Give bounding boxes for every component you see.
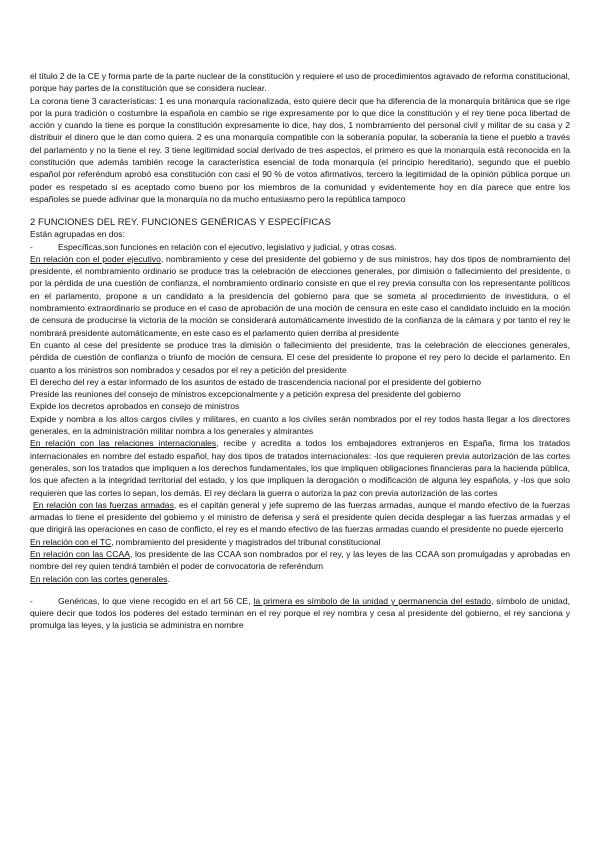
internacionales-label: En relación con las relaciones internacionales	[30, 438, 217, 449]
bullet-especificas	[30, 241, 570, 253]
tc-label: En relación con el TC	[30, 536, 112, 547]
intro-line: Están agrupadas en dos:	[30, 229, 125, 240]
genericas-rest: , símbolo de unidad, quiere decir que todos los poderes del estado terminan en el rey porque el rey nombra y cesa al presidente del gobierno, el rey sanciona y promulga las leyes, y la justicia se administra en nombre	[30, 595, 570, 631]
ejecutivo-label: En relación con el poder ejecutivo	[30, 253, 161, 264]
paragraph-cese: En cuanto al cese del presidente se produce tras la dimisión o fallecimiento del presidente, tras la celebración de elecciones generales, pérdida de cuestión de confianza o triunfo de moción de censura. El cese del presidente lo propone el rey pero lo decide el parlamento. En cuanto a los ministros son nombrados y cesados por el rey a petición del presidente	[30, 339, 570, 375]
internacionales-text: , recibe y acredita a todos los embajadores extranjeros en España, firma los tratados internacionales en nombre del estado español, hay dos tipos de tratados internacionales: -los que requieren previa autorización de las cortes generales, son los tratados que impliquen a los derechos fundamentales, los que impliquen obligaciones financieras para la hacienda pública, los que afecten a la integridad territorial del estado, y los que impliquen la derogación o modificación de alguna ley española, y -los que solo requieren que las cortes lo sepan, los demás. El rey declara la guerra o autoriza la paz con previa autorización de las cortes	[30, 438, 570, 498]
paragraph-fuerzas-armadas	[30, 499, 570, 536]
cortes-text: .	[167, 573, 170, 584]
armadas-text: , es el capitán general y jefe supremo de las fuerzas armadas, aunque el mando efectivo de la fuerzas armadas lo tiene el presidente del gobierno y el ministro de defensa y será el presidente quien decida desplegar a las fuerzas armadas y el que dirigirá las operaciones en caso de conflicto, el rey es el mando efectivo de las fuerzas armadas cuando el presidente no puede ejercerlo	[30, 499, 570, 535]
line-expide: Expide los decretos aprobados en consejo de ministros	[30, 401, 240, 412]
paragraph-expide-nombra: Expide y nombra a los altos cargos civiles y militares, en cuanto a los civiles serán nombrados por el rey todos hasta llegar a los directores generales, en la administración militar nombra a los generales y almirantes	[30, 413, 570, 437]
ccaa-text: , los presidente de las CCAA son nombrados por el rey, y las leyes de las CCAA son promulgadas y aprobadas en nombre del rey quien tendrá también el poder de convocatoria de referéndum	[30, 548, 571, 572]
line-derecho: El derecho del rey a estar informado de los asuntos de estado de trascendencia nacional por el presidente del gobierno	[30, 376, 482, 387]
genericas-text: Genéricas, lo que viene recogido en el art 56 CE,	[58, 595, 254, 606]
spacer	[30, 205, 570, 215]
cortes-label: En relación con las cortes generales	[30, 573, 168, 584]
paragraph-caracteristicas-corona: La corona tiene 3 características: 1 es una monarquía racionalizada, esto quiere decir que ha diferencia de la monarquía británica que se rige por la pura tradición o costumbre la española en cambio se rige expresamente por lo que dice la constitución y el rey tiene poca libertad de acción y cuando la tiene es porque la constitución expresamente lo dice, hay dos, 1 nombramiento del personal civil y militar de su casa y 2 distribuir el dinero que le dan como quiera. 2 es una monarquía compatible con la soberanía popular, la soberanía la tiene el pueblo a través del parlamento y no la tiene el rey. 3 tiene legitimidad social derivado de tres aspectos, el primero es que la monarquía está reconocida en la constitución que además también recoge la característica esencial de toda monarquía (el principio hereditario), segundo que el pueblo español por referéndum aprobó esa constitución con casi el 90 % de votos afirmativos, tercero la legitimidad de la opinión pública porque un poder es respetado si es aceptado como bueno por los miembros de la comunidad y evidentemente hoy en día parece que entre los españoles se puede adivinar que la monarquía no da mucho entusiasmo pero la república tampoco	[30, 95, 570, 204]
paragraph-titulo-2: el título 2 de la CE y forma parte de la parte nuclear de la constitución y requiere el uso de procedimientos agravado de reforma constitucional, porque hay partes de la constitución que se considera nuclear.	[30, 71, 570, 94]
paragraph-cortes	[30, 573, 570, 585]
paragraph-poder-ejecutivo	[30, 253, 570, 339]
ejecutivo-text: , nombramiento y cese del presidente del gobierno y de sus ministros, hay dos tipos de nombramiento del presidente, el nombramiento ordinario se produce tras la celebración de elecciones generales, por dimisión o fallecimiento del presidente, o por la pérdida de una cuestión de confianza, el nombramiento ordinario consiste en que el rey previa consulta con los representante políticos en el parlamento, propone a un candidato a la presidencia del gobierno para que se someta al procedimiento de investidura, o el nombramiento extraordinario se produce en el caso de aprobación de una moción de censura en este caso el candidato incluido en la moción de censura de producirse la victoria de la moción se considerará automáticamente investido de la confianza de la cámara y por tanto el rey le nombrará presidente automáticamente, en este caso es el parlamento quien derriba al presidente	[30, 253, 570, 338]
paragraph-tc	[30, 536, 570, 548]
especificas-text: Específicas,son funciones en relación con el ejecutivo, legislativo y judicial, y otras cosas.	[58, 241, 397, 252]
tc-text: , nombramiento del presidente y magistrados del tribunal constitucional	[111, 536, 381, 547]
paragraph-ccaa	[30, 548, 570, 573]
bullet-dash: -	[30, 595, 33, 606]
paragraph-relaciones-internacionales	[30, 437, 570, 498]
bullet-dash: -	[30, 241, 33, 252]
ccaa-label: En relación con las CCAA	[30, 548, 130, 559]
spacer	[30, 585, 570, 595]
genericas-label: la primera es símbolo de la unidad y permanencia del estado	[253, 595, 491, 606]
armadas-label: En relación con las fuerzas armadas	[33, 499, 174, 510]
section-heading: 2 FUNCIONES DEL REY. FUNCIONES GENÉRICAS Y ESPECÍFICAS	[30, 216, 331, 228]
paragraph-genericas	[30, 595, 570, 632]
line-preside: Preside las reuniones del consejo de ministros excepcionalmente y a petición expresa del presidente del gobierno	[30, 389, 461, 400]
